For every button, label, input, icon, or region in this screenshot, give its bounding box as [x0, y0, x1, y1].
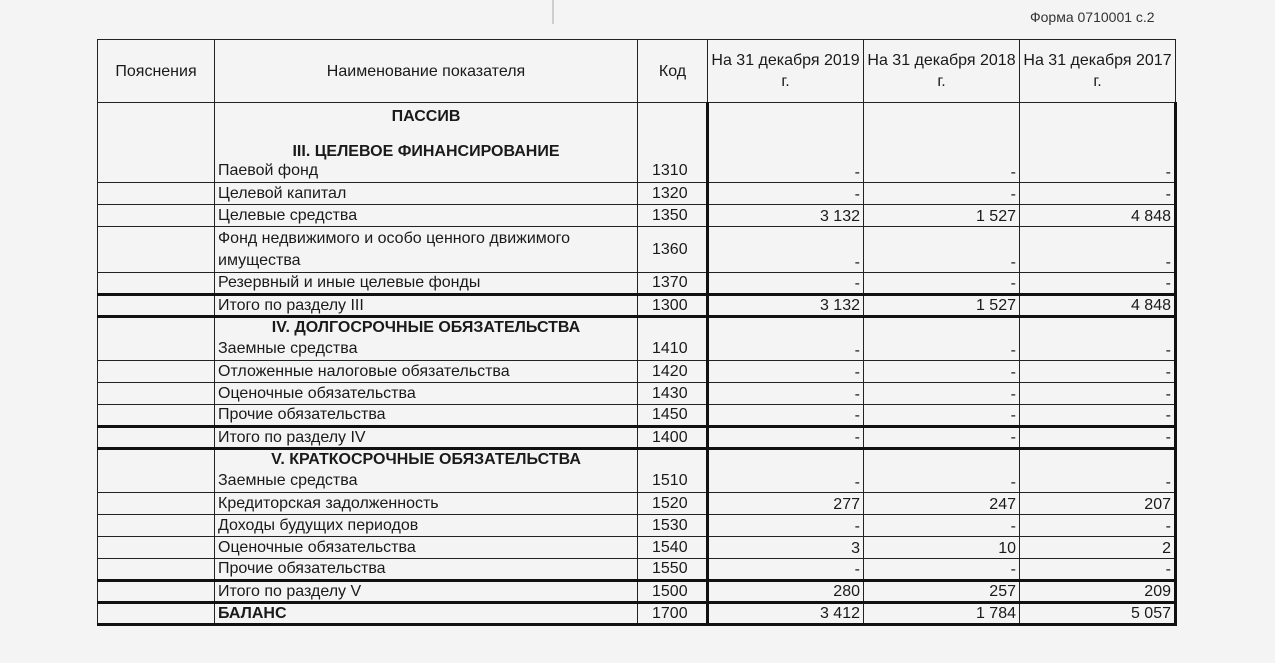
note-cell	[98, 103, 215, 131]
header-name: Наименование показателя	[215, 40, 638, 103]
note-cell	[98, 339, 215, 361]
table-row-total	[98, 581, 1176, 603]
row-name: Целевые средства	[215, 205, 638, 227]
section-s3: III. ЦЕЛЕВОЕ ФИНАНСИРОВАНИЕ	[215, 131, 638, 161]
table-row	[98, 471, 1176, 493]
row-value-2019: -	[708, 559, 864, 581]
row-code: 1520	[638, 493, 708, 515]
note-cell	[98, 427, 215, 449]
table-row-balance	[98, 603, 1176, 625]
row-value-2019: 277	[708, 493, 864, 515]
row-value-2018: 1 784	[864, 603, 1020, 625]
row-value-2018: 10	[864, 537, 1020, 559]
note-cell	[98, 383, 215, 405]
table-row	[98, 161, 1176, 183]
value-cell	[1020, 449, 1176, 471]
section-passiv: ПАССИВ	[215, 103, 638, 131]
note-cell	[98, 361, 215, 383]
note-cell	[98, 493, 215, 515]
row-value-2017: -	[1020, 339, 1176, 361]
row-value-2018: -	[864, 515, 1020, 537]
row-name: Итого по разделу IV	[215, 427, 638, 449]
note-cell	[98, 559, 215, 581]
row-value-2019: -	[708, 161, 864, 183]
table-row	[98, 493, 1176, 515]
header-note: Пояснения	[98, 40, 215, 103]
row-value-2017: 209	[1020, 581, 1176, 603]
row-name: Заемные средства	[215, 471, 638, 493]
row-value-2018: 247	[864, 493, 1020, 515]
note-cell	[98, 603, 215, 625]
row-value-2019: -	[708, 183, 864, 205]
code-cell	[638, 317, 708, 339]
row-code: 1450	[638, 405, 708, 427]
header-2019: На 31 декабря 2019 г.	[708, 40, 864, 103]
row-value-2018: -	[864, 471, 1020, 493]
header-2017: На 31 декабря 2017 г.	[1020, 40, 1176, 103]
table-row	[98, 339, 1176, 361]
row-value-2017: 5 057	[1020, 603, 1176, 625]
value-cell	[864, 103, 1020, 131]
note-cell	[98, 131, 215, 161]
value-cell	[864, 131, 1020, 161]
table-row	[98, 273, 1176, 295]
row-code: 1510	[638, 471, 708, 493]
balance-liabilities-table	[97, 39, 1177, 626]
note-cell	[98, 471, 215, 493]
table-row	[98, 537, 1176, 559]
row-value-2017: 207	[1020, 493, 1176, 515]
section-row-passiv	[98, 103, 1176, 131]
row-name: Доходы будущих периодов	[215, 515, 638, 537]
value-cell	[864, 317, 1020, 339]
row-code: 1360	[638, 227, 708, 273]
row-value-2019: 3 412	[708, 603, 864, 625]
row-value-2018: 257	[864, 581, 1020, 603]
row-value-2017: -	[1020, 515, 1176, 537]
note-cell	[98, 273, 215, 295]
code-cell	[638, 131, 708, 161]
row-code: 1430	[638, 383, 708, 405]
row-value-2018: -	[864, 405, 1020, 427]
row-name: Резервный и иные целевые фонды	[215, 273, 638, 295]
note-cell	[98, 537, 215, 559]
header-2018: На 31 декабря 2018 г.	[864, 40, 1020, 103]
row-code: 1300	[638, 295, 708, 317]
row-value-2019: -	[708, 427, 864, 449]
value-cell	[708, 131, 864, 161]
row-value-2018: -	[864, 361, 1020, 383]
row-value-2019: -	[708, 515, 864, 537]
value-cell	[708, 103, 864, 131]
row-name: Заемные средства	[215, 339, 638, 361]
row-code: 1540	[638, 537, 708, 559]
row-name: Кредиторская задолженность	[215, 493, 638, 515]
row-value-2017: 2	[1020, 537, 1176, 559]
row-value-2017: -	[1020, 383, 1176, 405]
row-code: 1310	[638, 161, 708, 183]
table-row	[98, 183, 1176, 205]
table-row-total	[98, 427, 1176, 449]
row-code: 1370	[638, 273, 708, 295]
row-value-2017: -	[1020, 427, 1176, 449]
row-value-2017: -	[1020, 471, 1176, 493]
note-cell	[98, 405, 215, 427]
row-value-2017: -	[1020, 161, 1176, 183]
row-value-2017: -	[1020, 559, 1176, 581]
table-row	[98, 383, 1176, 405]
section-s5: V. КРАТКОСРОЧНЫЕ ОБЯЗАТЕЛЬСТВА	[215, 449, 638, 471]
table-row	[98, 559, 1176, 581]
note-cell	[98, 205, 215, 227]
row-code: 1400	[638, 427, 708, 449]
note-cell	[98, 183, 215, 205]
value-cell	[864, 449, 1020, 471]
row-value-2019: -	[708, 405, 864, 427]
section-row-s5	[98, 449, 1176, 471]
row-name: Целевой капитал	[215, 183, 638, 205]
row-value-2017: -	[1020, 183, 1176, 205]
row-value-2018: -	[864, 383, 1020, 405]
note-cell	[98, 227, 215, 273]
value-cell	[1020, 131, 1176, 161]
row-value-2019: 3	[708, 537, 864, 559]
table-row	[98, 515, 1176, 537]
row-value-2017: 4 848	[1020, 205, 1176, 227]
row-value-2019: -	[708, 339, 864, 361]
code-cell	[638, 449, 708, 471]
row-value-2017: -	[1020, 227, 1176, 273]
table-row-total	[98, 295, 1176, 317]
row-value-2019: -	[708, 471, 864, 493]
scan-edge-line	[552, 0, 554, 24]
note-cell	[98, 581, 215, 603]
row-name: Прочие обязательства	[215, 559, 638, 581]
row-value-2018: -	[864, 427, 1020, 449]
value-cell	[708, 317, 864, 339]
value-cell	[1020, 317, 1176, 339]
row-value-2019: -	[708, 383, 864, 405]
value-cell	[708, 449, 864, 471]
row-value-2019: -	[708, 227, 864, 273]
row-value-2019: -	[708, 273, 864, 295]
row-value-2017: -	[1020, 405, 1176, 427]
form-label: Форма 0710001 с.2	[1030, 9, 1155, 25]
row-name: Паевой фонд	[215, 161, 638, 183]
note-cell	[98, 449, 215, 471]
row-value-2018: -	[864, 183, 1020, 205]
row-code: 1320	[638, 183, 708, 205]
row-value-2019: 3 132	[708, 295, 864, 317]
row-code: 1500	[638, 581, 708, 603]
row-value-2017: -	[1020, 361, 1176, 383]
table-row	[98, 227, 1176, 273]
row-code: 1550	[638, 559, 708, 581]
note-cell	[98, 295, 215, 317]
row-value-2018: 1 527	[864, 205, 1020, 227]
row-name: БАЛАНС	[215, 603, 638, 625]
row-value-2017: 4 848	[1020, 295, 1176, 317]
row-code: 1410	[638, 339, 708, 361]
section-s4: IV. ДОЛГОСРОЧНЫЕ ОБЯЗАТЕЛЬСТВА	[215, 317, 638, 339]
row-name: Итого по разделу III	[215, 295, 638, 317]
value-cell	[1020, 103, 1176, 131]
row-value-2018: -	[864, 227, 1020, 273]
row-name: Фонд недвижимого и особо ценного движимого имущества	[215, 227, 638, 273]
table-row	[98, 361, 1176, 383]
section-row-s3	[98, 131, 1176, 161]
row-code: 1350	[638, 205, 708, 227]
row-name: Прочие обязательства	[215, 405, 638, 427]
table-row	[98, 205, 1176, 227]
table-row	[98, 405, 1176, 427]
row-value-2018: -	[864, 273, 1020, 295]
note-cell	[98, 317, 215, 339]
row-code: 1700	[638, 603, 708, 625]
section-row-s4	[98, 317, 1176, 339]
row-value-2019: 280	[708, 581, 864, 603]
row-name: Итого по разделу V	[215, 581, 638, 603]
row-value-2018: 1 527	[864, 295, 1020, 317]
row-code: 1530	[638, 515, 708, 537]
row-value-2019: 3 132	[708, 205, 864, 227]
row-value-2018: -	[864, 339, 1020, 361]
note-cell	[98, 515, 215, 537]
row-value-2019: -	[708, 361, 864, 383]
row-value-2017: -	[1020, 273, 1176, 295]
row-name: Отложенные налоговые обязательства	[215, 361, 638, 383]
code-cell	[638, 103, 708, 131]
row-name: Оценочные обязательства	[215, 383, 638, 405]
header-row	[98, 40, 1176, 103]
row-value-2018: -	[864, 161, 1020, 183]
row-value-2018: -	[864, 559, 1020, 581]
row-code: 1420	[638, 361, 708, 383]
row-name: Оценочные обязательства	[215, 537, 638, 559]
header-code: Код	[638, 40, 708, 103]
note-cell	[98, 161, 215, 183]
